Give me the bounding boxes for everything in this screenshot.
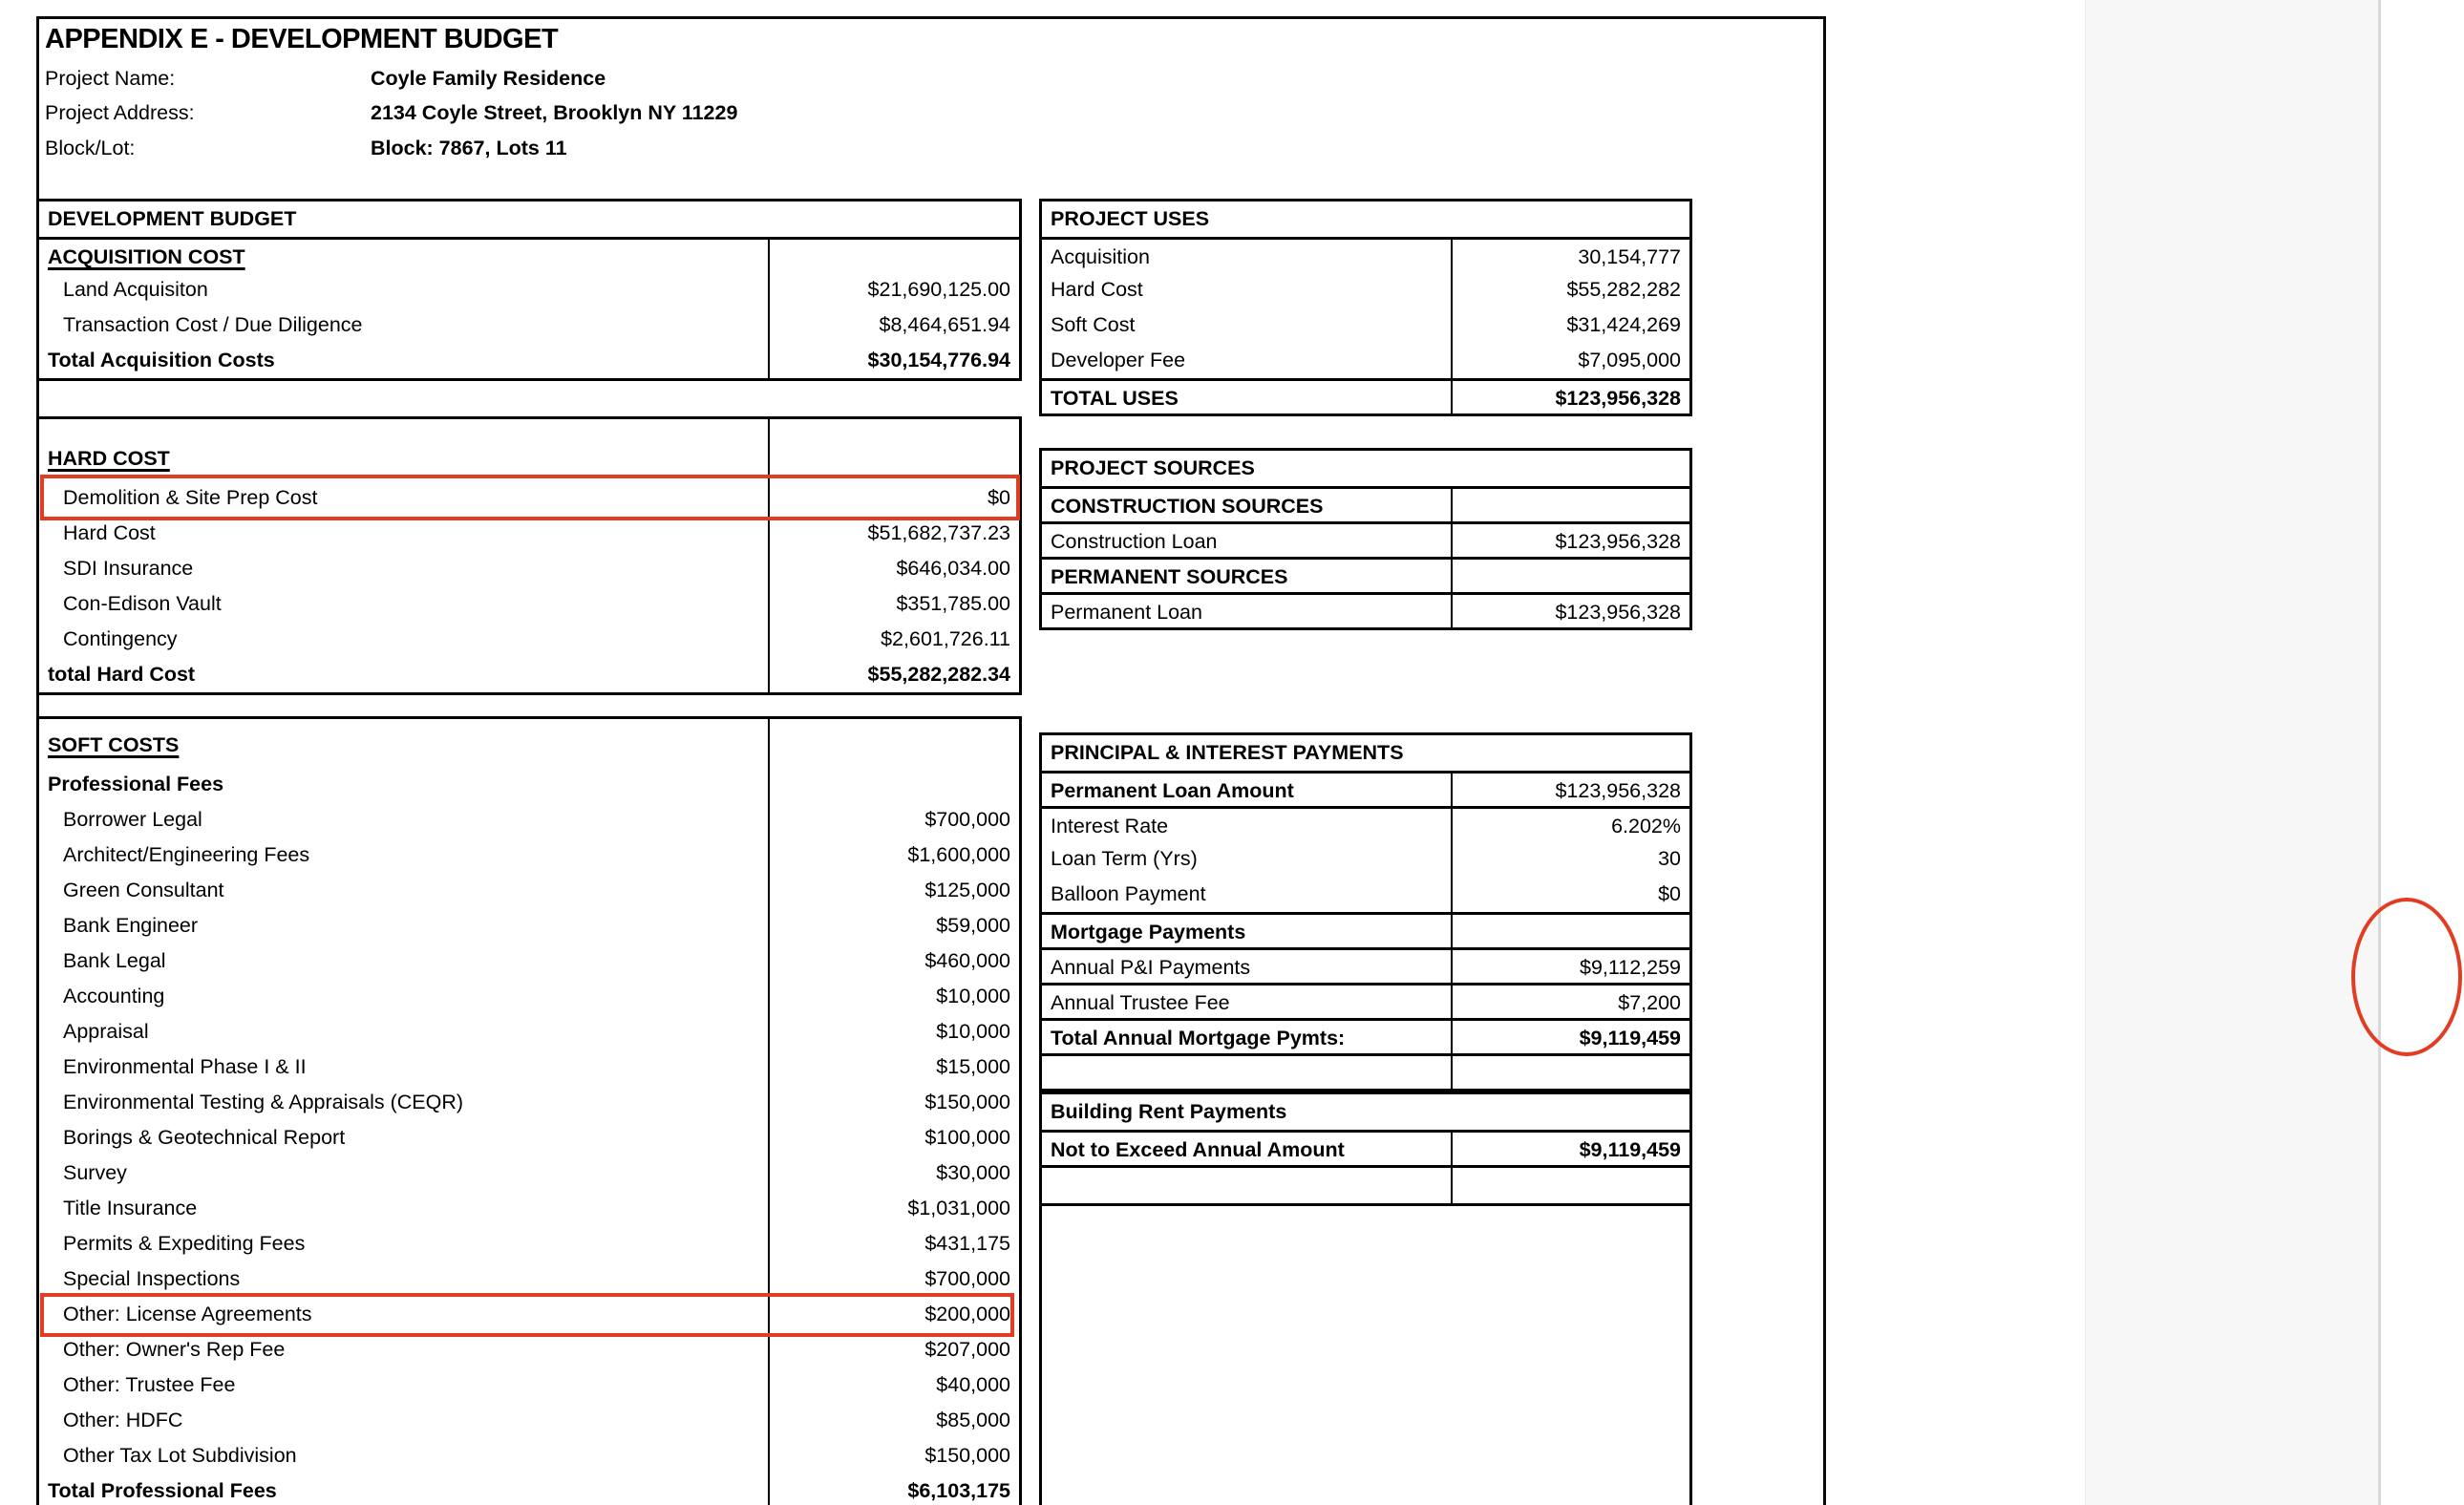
row-label: PERMANENT SOURCES — [1051, 565, 1288, 588]
row-value: $1,600,000 — [768, 837, 1019, 873]
row-value: $51,682,737.23 — [768, 516, 1019, 551]
table-row — [1042, 272, 1689, 307]
row-label: Title Insurance — [63, 1197, 198, 1219]
table-row — [1042, 947, 1689, 983]
row-label: Special Inspections — [63, 1267, 241, 1290]
row-value — [768, 419, 1019, 480]
table-development-budget — [36, 199, 1022, 381]
table-row — [1042, 521, 1689, 557]
row-label: SOFT COSTS — [48, 733, 180, 756]
row-label: Bank Legal — [63, 949, 166, 972]
row-label: Green Consultant — [63, 879, 224, 901]
table-row — [1042, 378, 1689, 413]
table-trailing-empty-row — [1039, 1168, 1692, 1203]
row-value: $123,956,328 — [1451, 381, 1689, 413]
row-label: total Hard Cost — [48, 663, 196, 686]
row-value: $123,956,328 — [1451, 595, 1689, 627]
project-address-value: 2134 Coyle Street, Brooklyn NY 11229 — [371, 101, 738, 124]
viewer-toolbar — [2381, 0, 2464, 1505]
row-label: Soft Cost — [1051, 313, 1136, 336]
table-row — [39, 551, 1019, 586]
table-row — [39, 1332, 1019, 1367]
table-row — [39, 1155, 1019, 1191]
row-value: $431,175 — [768, 1226, 1019, 1261]
annotation-rect-demolition — [40, 475, 1020, 520]
row-label: Borings & Geotechnical Report — [63, 1126, 346, 1149]
table-row — [39, 307, 1019, 343]
row-label: PROJECT SOURCES — [1051, 456, 1255, 479]
table-row — [1042, 592, 1689, 627]
table-row — [1042, 1018, 1689, 1053]
row-value: $150,000 — [768, 1438, 1019, 1473]
row-value — [1451, 560, 1689, 592]
row-value: $7,095,000 — [1451, 343, 1689, 378]
row-value: $123,956,328 — [1451, 774, 1689, 806]
table-row — [39, 1014, 1019, 1049]
row-value: $8,464,651.94 — [768, 307, 1019, 343]
row-value: $15,000 — [768, 1049, 1019, 1085]
row-value — [768, 767, 1019, 802]
row-value: $100,000 — [768, 1120, 1019, 1155]
row-label: Demolition & Site Prep Cost — [63, 486, 318, 509]
row-label: Permits & Expediting Fees — [63, 1232, 306, 1255]
table-row — [1042, 1168, 1689, 1203]
table-row — [1042, 983, 1689, 1018]
table-row — [39, 1367, 1019, 1403]
row-label — [1042, 1056, 1451, 1089]
row-value: $85,000 — [768, 1403, 1019, 1438]
table-row — [39, 802, 1019, 837]
table-row — [39, 1261, 1019, 1297]
row-value: $150,000 — [768, 1085, 1019, 1120]
row-value: $9,119,459 — [1451, 1133, 1689, 1165]
annotation-ellipse-page-number — [2351, 898, 2462, 1056]
table-row — [39, 767, 1019, 802]
block-lot-row — [45, 137, 567, 160]
row-value: $200,000 — [768, 1297, 1019, 1332]
row-label: SDI Insurance — [63, 557, 194, 580]
row-value: $10,000 — [768, 979, 1019, 1014]
table-row — [39, 1085, 1019, 1120]
row-value — [768, 719, 1019, 767]
table-project-sources — [1039, 448, 1692, 630]
row-value: $55,282,282.34 — [768, 657, 1019, 692]
project-address-row — [45, 101, 737, 125]
row-label: Interest Rate — [1051, 815, 1169, 837]
row-label: Acquisition — [1051, 245, 1150, 268]
table-row — [39, 1049, 1019, 1085]
row-value: $6,103,175 — [768, 1473, 1019, 1505]
row-label: Total Professional Fees — [48, 1479, 277, 1502]
row-value: $700,000 — [768, 802, 1019, 837]
project-name-label: Project Name: — [45, 67, 176, 90]
row-value: $9,119,459 — [1451, 1021, 1689, 1053]
row-label: Environmental Testing & Appraisals (CEQR) — [63, 1091, 464, 1113]
row-label: HARD COST — [48, 447, 170, 470]
table-soft-costs — [36, 716, 1022, 1505]
row-label: Other: HDFC — [63, 1409, 183, 1431]
annotation-rect-license-agreements — [40, 1293, 1014, 1337]
row-value: $9,112,259 — [1451, 950, 1689, 983]
table-row — [39, 657, 1019, 692]
row-label: Loan Term (Yrs) — [1051, 847, 1198, 870]
row-value — [768, 240, 1019, 272]
row-value: $123,956,328 — [1451, 524, 1689, 557]
row-label: DEVELOPMENT BUDGET — [48, 207, 297, 230]
table-row — [1042, 486, 1689, 521]
row-label: Professional Fees — [48, 773, 224, 795]
row-label: Annual P&I Payments — [1051, 956, 1251, 979]
row-value: $1,031,000 — [768, 1191, 1019, 1226]
empty-grid-box — [1039, 1203, 1692, 1505]
table-row — [1042, 735, 1689, 771]
row-value: $59,000 — [768, 908, 1019, 943]
scroll-gutter — [2085, 0, 2379, 1505]
row-label: Other Tax Lot Subdivision — [63, 1444, 297, 1467]
row-label: PROJECT USES — [1051, 207, 1210, 230]
row-label: PRINCIPAL & INTEREST PAYMENTS — [1051, 741, 1404, 764]
table-project-uses — [1039, 199, 1692, 416]
table-row — [1042, 451, 1689, 486]
row-label: Transaction Cost / Due Diligence — [63, 313, 363, 336]
table-row — [39, 979, 1019, 1014]
row-value: $0 — [768, 480, 1019, 516]
row-label: Permanent Loan Amount — [1051, 779, 1294, 802]
row-label: Construction Loan — [1051, 530, 1218, 553]
table-row — [1042, 201, 1689, 237]
table-row — [39, 516, 1019, 551]
table-row — [1042, 841, 1689, 877]
table-row — [39, 1191, 1019, 1226]
row-value — [1451, 1056, 1689, 1089]
table-row — [1042, 806, 1689, 841]
row-label: Hard Cost — [1051, 278, 1143, 301]
row-label: Not to Exceed Annual Amount — [1051, 1138, 1345, 1161]
row-value: $2,601,726.11 — [768, 622, 1019, 657]
row-value: 30 — [1451, 841, 1689, 877]
row-label: Accounting — [63, 985, 165, 1007]
row-label: Balloon Payment — [1051, 882, 1206, 905]
row-value: 6.202% — [1451, 809, 1689, 841]
table-row — [1042, 343, 1689, 378]
row-value: $7,200 — [1451, 986, 1689, 1018]
table-row — [39, 343, 1019, 378]
row-label: Permanent Loan — [1051, 601, 1202, 624]
table-row — [39, 1120, 1019, 1155]
table-row — [1042, 771, 1689, 806]
row-label: Total Annual Mortgage Pymts: — [1051, 1027, 1346, 1049]
row-label: Borrower Legal — [63, 808, 202, 831]
row-label: Land Acquisiton — [63, 278, 208, 301]
row-label: Mortgage Payments — [1051, 921, 1246, 943]
table-row — [1042, 557, 1689, 592]
row-value: $31,424,269 — [1451, 307, 1689, 343]
row-label: Environmental Phase I & II — [63, 1055, 307, 1078]
row-value — [1451, 489, 1689, 521]
row-value: $700,000 — [768, 1261, 1019, 1297]
table-row — [39, 1438, 1019, 1473]
table-row — [39, 873, 1019, 908]
table-hard-cost — [36, 416, 1022, 695]
table-row — [39, 1226, 1019, 1261]
row-label: Other: Owner's Rep Fee — [63, 1338, 286, 1361]
table-row — [1042, 307, 1689, 343]
table-row — [39, 622, 1019, 657]
row-value: $0 — [1451, 877, 1689, 912]
table-row — [1042, 237, 1689, 272]
row-label — [1042, 1168, 1451, 1203]
row-value: $646,034.00 — [768, 551, 1019, 586]
row-label: Appraisal — [63, 1020, 149, 1043]
project-name-value: Coyle Family Residence — [371, 67, 606, 90]
table-row — [39, 201, 1019, 237]
table-row — [39, 908, 1019, 943]
row-value: $125,000 — [768, 873, 1019, 908]
row-label: Total Acquisition Costs — [48, 349, 275, 371]
row-label: Annual Trustee Fee — [1051, 991, 1230, 1014]
project-address-label: Project Address: — [45, 101, 195, 124]
row-label: Bank Engineer — [63, 914, 199, 937]
table-row — [39, 419, 1019, 480]
row-label: Other: License Agreements — [63, 1303, 312, 1325]
row-value: $207,000 — [768, 1332, 1019, 1367]
row-value: $30,000 — [768, 1155, 1019, 1191]
row-label: Other: Trustee Fee — [63, 1373, 236, 1396]
document-title: APPENDIX E - DEVELOPMENT BUDGET — [45, 24, 559, 54]
block-lot-label: Block/Lot: — [45, 137, 136, 159]
table-row — [1042, 1094, 1689, 1130]
table-row — [39, 586, 1019, 622]
row-value: $460,000 — [768, 943, 1019, 979]
table-row — [39, 272, 1019, 307]
row-label: Developer Fee — [1051, 349, 1186, 371]
table-row — [1042, 1130, 1689, 1165]
row-label: Hard Cost — [63, 521, 156, 544]
row-label: Architect/Engineering Fees — [63, 843, 310, 866]
table-row — [39, 1403, 1019, 1438]
row-value: $55,282,282 — [1451, 272, 1689, 307]
row-label: Building Rent Payments — [1051, 1100, 1287, 1123]
table-row — [1042, 1053, 1689, 1089]
row-value: $40,000 — [768, 1367, 1019, 1403]
row-label: Con-Edison Vault — [63, 592, 222, 615]
table-principal-interest — [1039, 732, 1692, 1092]
row-value: $30,154,776.94 — [768, 343, 1019, 378]
table-row — [39, 837, 1019, 873]
table-building-rent — [1039, 1092, 1692, 1168]
row-label: CONSTRUCTION SOURCES — [1051, 495, 1324, 518]
row-value: $21,690,125.00 — [768, 272, 1019, 307]
table-row — [1042, 877, 1689, 912]
row-value: $351,785.00 — [768, 586, 1019, 622]
table-row — [39, 1473, 1019, 1505]
row-label: Survey — [63, 1161, 127, 1184]
block-lot-value: Block: 7867, Lots 11 — [371, 137, 567, 159]
row-label: Contingency — [63, 627, 178, 650]
table-row — [1042, 912, 1689, 947]
row-value: 30,154,777 — [1451, 240, 1689, 272]
row-value — [1451, 915, 1689, 947]
table-row — [39, 943, 1019, 979]
row-value: $10,000 — [768, 1014, 1019, 1049]
table-row — [39, 237, 1019, 272]
table-row — [39, 719, 1019, 767]
row-value — [1451, 1168, 1689, 1203]
row-label: TOTAL USES — [1051, 387, 1179, 410]
row-label: ACQUISITION COST — [48, 245, 245, 268]
project-name-row — [45, 67, 605, 91]
